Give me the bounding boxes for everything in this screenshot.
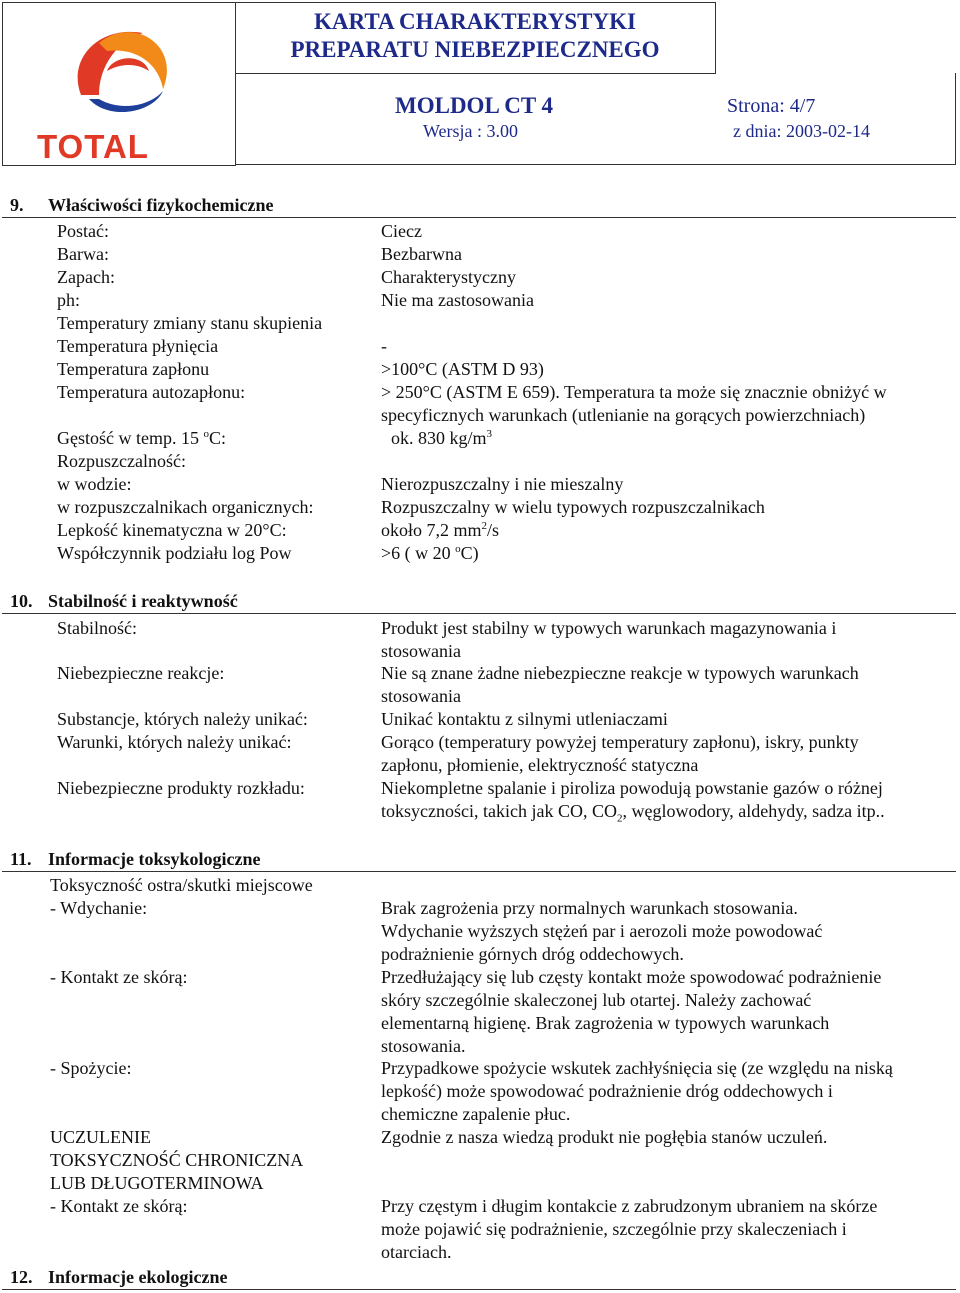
label-rozp-org: w rozpuszczalnikach organicznych:	[57, 497, 314, 517]
value-kontakt-skora-chron-2: może pojawić się podrażnienie, szczególnie przy skaleczeniach i	[381, 1219, 847, 1239]
label-toks-chroniczna-2: LUB DŁUGOTERMINOWA	[50, 1173, 264, 1193]
logo-text: TOTAL	[37, 128, 149, 165]
label-barwa: Barwa:	[57, 244, 109, 264]
title-box	[235, 2, 716, 74]
label-gestosc: Gęstość w temp. 15 $^o$C:	[57, 428, 226, 448]
value-w-wodzie: Nierozpuszczalny i nie mieszalny	[381, 474, 624, 494]
label-rozpuszczalnosc: Rozpuszczalność:	[57, 451, 186, 471]
label-toks-chroniczna-1: TOKSYCZNOŚĆ CHRONICZNA	[50, 1150, 304, 1170]
section-9-title: 9. Właściwości fizykochemiczne	[10, 195, 274, 215]
product-box	[235, 73, 956, 165]
total-logo-icon	[3, 3, 235, 165]
section-11-title: 11. Informacje toksykologiczne	[10, 849, 261, 869]
value-produkty-rozkladu-1: Niekompletne spalanie i piroliza powodują powstanie gazów o różnej	[381, 778, 883, 798]
section-12-rule	[2, 1289, 956, 1290]
value-temp-autozaplonu-2: specyficznych warunkach (utlenianie na gorących powierzchniach)	[381, 405, 866, 425]
section-12-title: 12. Informacje ekologiczne	[10, 1267, 228, 1287]
label-w-wodzie: w wodzie:	[57, 474, 132, 494]
label-spozycie: - Spożycie:	[50, 1058, 132, 1078]
value-warunki-1: Gorąco (temperatury powyżej temperatury zapłonu), iskry, punkty	[381, 732, 859, 752]
value-kontakt-skora-3: elementarną higienę. Brak zagrożenia w typowych warunkach	[381, 1013, 830, 1033]
value-log-pow: >6 ( w 20 $^o$C)	[381, 543, 479, 563]
value-rozp-org: Rozpuszczalny w wielu typowych rozpuszczalnikach	[381, 497, 765, 517]
value-wdychanie-1: Brak zagrożenia przy normalnych warunkach stosowania.	[381, 898, 798, 918]
label-lepkosc: Lepkość kinematyczna w 20°C:	[57, 520, 287, 540]
value-zapach: Charakterystyczny	[381, 267, 516, 287]
label-toksycznosc-ostra: Toksyczność ostra/skutki miejscowe	[50, 875, 313, 895]
value-barwa: Bezbarwna	[381, 244, 462, 264]
value-spozycie-1: Przypadkowe spożycie wskutek zachłyśnięcia się (ze względu na niską	[381, 1058, 893, 1078]
section-11-rule	[2, 871, 956, 872]
label-kontakt-skora-chron: - Kontakt ze skórą:	[50, 1196, 188, 1216]
label-stabilnosc: Stabilność:	[57, 618, 137, 638]
value-lepkosc: około 7,2 $mm^2/s$	[381, 520, 500, 540]
value-produkty-rozkladu-2: toksyczności, takich jak CO, $CO_2$, węglowodory, aldehydy, sadza itp..	[381, 801, 885, 825]
value-spozycie-3: chemiczne zapalenie płuc.	[381, 1104, 571, 1124]
label-produkty-rozkladu: Niebezpieczne produkty rozkładu:	[57, 778, 305, 798]
section-10-rule	[2, 613, 956, 614]
label-kontakt-skora: - Kontakt ze skórą:	[50, 967, 188, 987]
value-uczulenie: Zgodnie z nasza wiedzą produkt nie pogłębia stanów uczuleń.	[381, 1127, 828, 1147]
label-wdychanie: - Wdychanie:	[50, 898, 148, 918]
label-temp-autozaplonu: Temperatura autozapłonu:	[57, 382, 246, 402]
label-warunki: Warunki, których należy unikać:	[57, 732, 292, 752]
value-niebezp-reakcje-1: Nie są znane żadne niebezpieczne reakcje w typowych warunkach	[381, 663, 859, 683]
product-name: MOLDOL CT 4	[395, 93, 554, 118]
label-zapach: Zapach:	[57, 267, 115, 287]
version: Wersja : 3.00	[423, 121, 519, 141]
value-temp-zaplonu: >100°C (ASTM D 93)	[381, 359, 544, 379]
value-gestosc: ok. 830 $kg/m^3$	[391, 428, 493, 448]
label-temp-zaplonu: Temperatura zapłonu	[57, 359, 210, 379]
value-wdychanie-2: Wdychanie wyższych stężeń par i aerozoli może powodować	[381, 921, 823, 941]
value-kontakt-skora-1: Przedłużający się lub częsty kontakt może spowodować podrażnienie	[381, 967, 882, 987]
section-10-title: 10. Stabilność i reaktywność	[10, 591, 238, 611]
value-stabilnosc-2: stosowania	[381, 641, 461, 661]
value-spozycie-2: lepkość) może spowodować podrażnienie dróg oddechowych i	[381, 1081, 833, 1101]
value-ph: Nie ma zastosowania	[381, 290, 534, 310]
label-niebezp-reakcje: Niebezpieczne reakcje:	[57, 663, 225, 683]
label-uczulenie: UCZULENIE	[50, 1127, 151, 1147]
value-kontakt-skora-4: stosowania.	[381, 1036, 466, 1056]
doc-title-line2: PREPARATU NIEBEZPIECZNEGO	[290, 37, 660, 62]
label-temp-plyniecia: Temperatura płynięcia	[57, 336, 219, 356]
section-9-rule	[2, 217, 956, 218]
label-postac: Postać:	[57, 221, 109, 241]
value-kontakt-skora-chron-1: Przy częstym i długim kontakcie z zabrudzonym ubraniem na skórze	[381, 1196, 878, 1216]
value-wdychanie-3: podrażnienie górnych dróg oddechowych.	[381, 944, 684, 964]
value-niebezp-reakcje-2: stosowania	[381, 686, 461, 706]
document-header	[2, 2, 956, 166]
value-postac: Ciecz	[381, 221, 422, 241]
issue-date: z dnia: 2003-02-14	[733, 121, 870, 141]
value-kontakt-skora-chron-3: otarciach.	[381, 1242, 452, 1262]
logo-box	[2, 2, 236, 166]
label-log-pow: Współczynnik podziału log Pow	[57, 543, 292, 563]
doc-title-line1: KARTA CHARAKTERYSTYKI	[314, 9, 636, 34]
page-number: Strona: 4/7	[727, 95, 816, 117]
label-temp-zmiany: Temperatury zmiany stanu skupienia	[57, 313, 323, 333]
label-substancje: Substancje, których należy unikać:	[57, 709, 308, 729]
value-stabilnosc-1: Produkt jest stabilny w typowych warunkach magazynowania i	[381, 618, 837, 638]
value-warunki-2: zapłonu, płomienie, elektryczność statyczna	[381, 755, 699, 775]
value-temp-plyniecia: -	[381, 336, 387, 356]
value-substancje: Unikać kontaktu z silnymi utleniaczami	[381, 709, 668, 729]
value-kontakt-skora-2: skóry szczególnie skaleczonej lub otartej. Należy zachować	[381, 990, 812, 1010]
label-ph: ph:	[57, 290, 81, 310]
value-temp-autozaplonu-1: > 250°C (ASTM E 659). Temperatura ta może się znacznie obniżyć w	[381, 382, 887, 402]
